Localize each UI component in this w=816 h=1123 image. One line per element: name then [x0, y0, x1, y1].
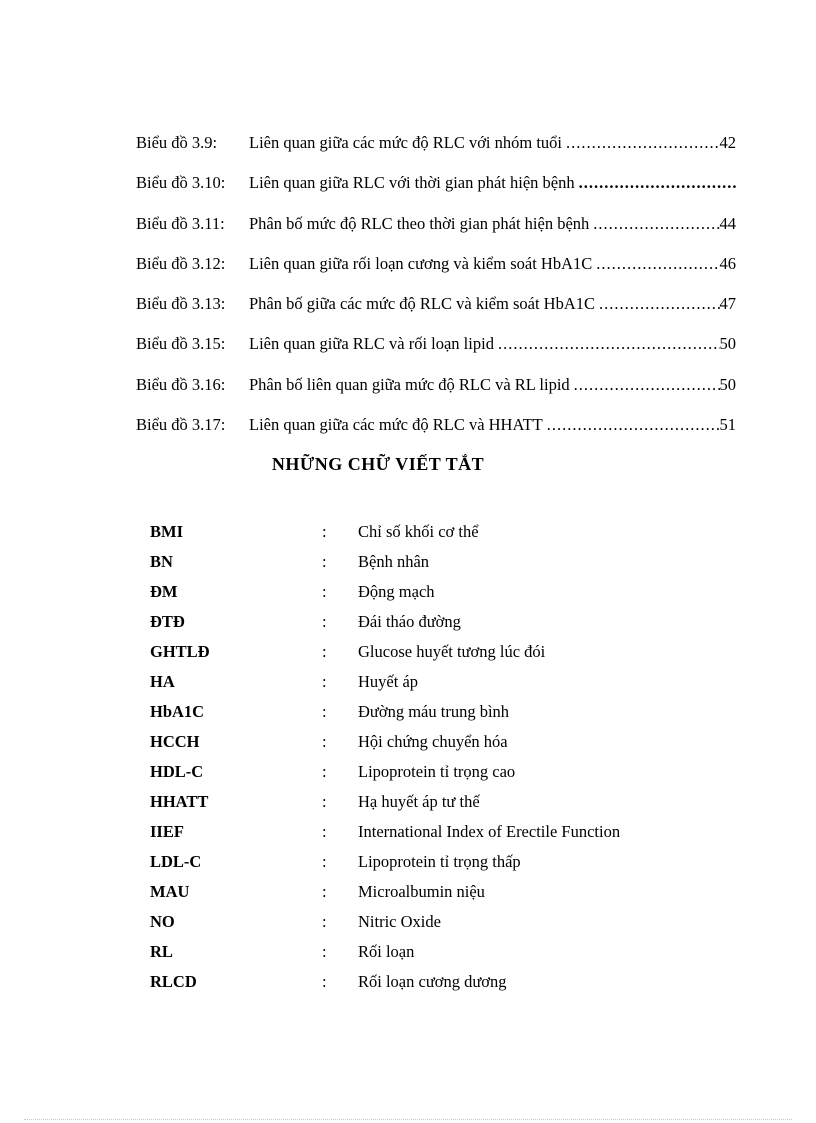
toc-label: Biểu đồ 3.10: [136, 173, 226, 193]
toc-row [136, 294, 736, 334]
abbreviation-colon: : [322, 642, 327, 661]
abbreviation-colon: : [322, 792, 327, 811]
abbreviation-colon: : [322, 912, 327, 931]
abbreviation-term: LDL-C [150, 852, 202, 871]
abbreviation-term: RL [150, 942, 173, 961]
toc-title: Liên quan giữa rối loạn cương và kiểm soát HbA1C [249, 253, 593, 273]
abbreviation-row [150, 972, 620, 1002]
toc-title: Liên quan giữa RLC và rối loạn lipid [249, 334, 494, 354]
toc-label: Biểu đồ 3.11: [136, 213, 225, 233]
abbreviation-term: MAU [150, 882, 190, 901]
page-bottom-divider [24, 1119, 792, 1120]
abbreviation-row [150, 612, 620, 642]
toc-title: Phân bố liên quan giữa mức độ RLC và RL lipid [249, 374, 570, 394]
abbreviation-term: HA [150, 672, 175, 691]
toc-title: Liên quan giữa các mức độ RLC với nhóm tuổi [249, 133, 563, 152]
abbreviation-row [150, 912, 620, 942]
toc-leader-dots [574, 375, 720, 395]
abbreviation-term: GHTLĐ [150, 642, 210, 661]
toc-label: Biểu đồ 3.13: [136, 294, 226, 314]
abbreviation-definition: Rối loạn cương dương [358, 972, 507, 991]
abbreviation-definition: Bệnh nhân [358, 552, 430, 571]
abbreviation-term: HCCH [150, 732, 200, 751]
toc-leader-dots [498, 334, 720, 354]
abbreviation-row [150, 552, 620, 582]
toc-leader-dots [579, 173, 736, 193]
abbreviation-definition: Glucose huyết tương lúc đói [358, 642, 546, 661]
abbreviation-definition: Động mạch [358, 582, 435, 601]
toc-page-number: 47 [719, 294, 736, 314]
abbreviation-definition: Rối loạn [358, 942, 415, 961]
toc-page-number: 44 [719, 213, 736, 233]
toc-label: Biểu đồ 3.17: [136, 415, 226, 435]
abbreviation-colon: : [322, 762, 327, 781]
toc-leader-dots [593, 214, 719, 234]
abbreviation-term: HHATT [150, 792, 209, 811]
abbreviation-term: ĐTĐ [150, 612, 185, 631]
toc-label: Biểu đồ 3.12: [136, 253, 226, 273]
abbreviation-definition: Đường máu trung bình [358, 702, 510, 721]
toc-leader-dots [547, 415, 720, 435]
abbreviation-definition: Lipoprotein tỉ trọng cao [358, 762, 516, 781]
toc-title: Liên quan giữa các mức độ RLC và HHATT [249, 415, 543, 435]
abbreviation-colon: : [322, 582, 327, 601]
toc-row [136, 334, 736, 374]
abbreviation-definition: Hội chứng chuyển hóa [358, 732, 508, 751]
abbreviation-row [150, 702, 620, 732]
abbreviation-definition: Microalbumin niệu [358, 882, 485, 901]
abbreviation-row [150, 792, 620, 822]
abbreviation-definition: Hạ huyết áp tư thế [358, 792, 480, 811]
abbreviation-row [150, 852, 620, 882]
toc-label: Biểu đồ 3.16: [136, 374, 226, 394]
toc-label: Biểu đồ 3.15: [136, 334, 226, 354]
abbreviation-row [150, 882, 620, 912]
abbreviation-colon: : [322, 672, 327, 691]
abbreviation-row [150, 822, 620, 852]
abbreviation-colon: : [322, 732, 327, 751]
abbreviation-colon: : [322, 702, 327, 721]
abbreviation-term: IIEF [150, 822, 184, 841]
toc-page-number: 42 [719, 133, 736, 152]
abbreviation-row [150, 732, 620, 762]
toc-page-number: 51 [719, 415, 736, 435]
abbreviation-term: ĐM [150, 582, 178, 601]
abbreviation-definition: International Index of Erectile Function [358, 822, 621, 841]
abbreviation-term: HDL-C [150, 762, 204, 781]
abbreviation-definition: Nitric Oxide [358, 912, 441, 931]
section-title: NHỮNG CHỮ VIẾT TẮT [271, 454, 485, 474]
abbreviation-row [150, 582, 620, 612]
abbreviation-term: BN [150, 552, 173, 571]
abbreviation-colon: : [322, 822, 327, 841]
toc-leader-dots [599, 294, 720, 314]
abbreviation-term: HbA1C [150, 702, 205, 721]
toc-leader-dots [566, 133, 719, 153]
abbreviation-definition: Đái tháo đường [358, 612, 461, 631]
abbreviation-term: NO [150, 912, 175, 931]
toc-page-number: 50 [719, 334, 736, 354]
abbreviation-row [150, 642, 620, 672]
toc-row [136, 415, 736, 455]
abbreviation-definition: Chỉ số khối cơ thể [358, 522, 479, 541]
abbreviation-colon: : [322, 972, 327, 991]
abbreviation-term: RLCD [150, 972, 197, 991]
abbreviation-colon: : [322, 852, 327, 871]
table-of-figures [136, 133, 736, 455]
toc-page-number: 50 [719, 374, 736, 394]
abbreviation-list [150, 522, 620, 1002]
abbreviation-colon: : [322, 882, 327, 901]
abbreviation-term: BMI [150, 522, 183, 541]
abbreviation-row [150, 522, 620, 552]
abbreviation-colon: : [322, 612, 327, 631]
toc-row [136, 375, 736, 415]
toc-row [136, 173, 736, 213]
abbreviation-definition: Huyết áp [358, 672, 419, 691]
toc-label: Biểu đồ 3.9: [136, 133, 218, 152]
abbreviation-colon: : [322, 552, 327, 571]
abbreviation-definition: Lipoprotein tỉ trọng thấp [358, 852, 521, 871]
toc-row [136, 133, 736, 173]
abbreviation-colon: : [322, 942, 327, 961]
toc-leader-dots [596, 254, 719, 274]
toc-row [136, 254, 736, 294]
toc-title: Phân bố giữa các mức độ RLC và kiểm soát HbA1C [249, 294, 595, 314]
abbreviation-colon: : [322, 522, 327, 541]
toc-title: Phân bố mức độ RLC theo thời gian phát hiện bệnh [249, 213, 590, 233]
abbreviation-row [150, 942, 620, 972]
toc-row [136, 214, 736, 254]
toc-title: Liên quan giữa RLC với thời gian phát hiện bệnh [249, 173, 575, 193]
abbreviation-row [150, 762, 620, 792]
abbreviation-row [150, 672, 620, 702]
toc-page-number: 46 [719, 253, 736, 273]
